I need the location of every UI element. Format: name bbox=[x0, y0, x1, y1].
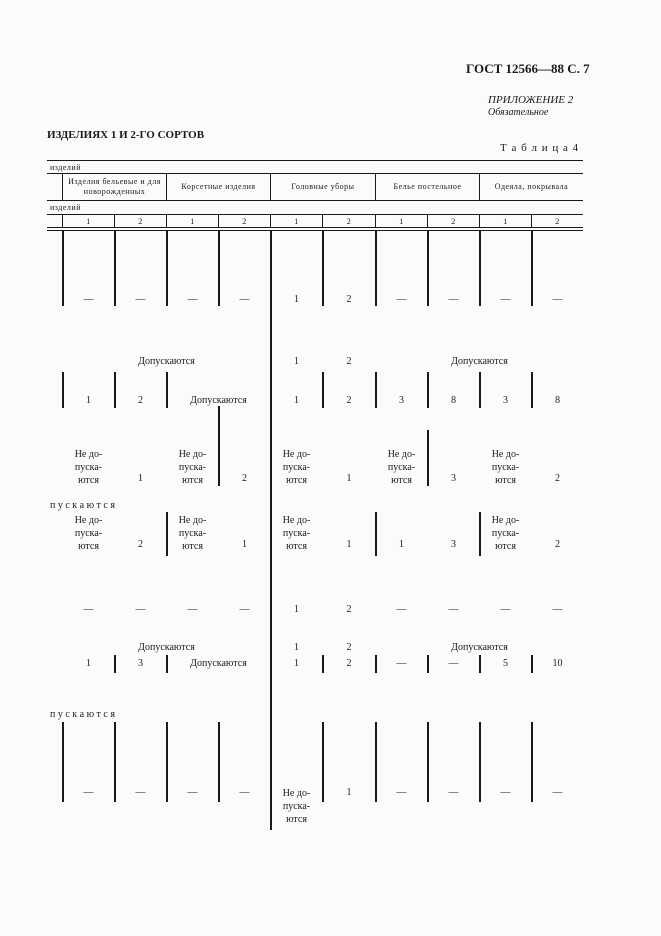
group-header: Одеяла, покрывала bbox=[494, 182, 569, 191]
cell: — bbox=[187, 787, 198, 798]
group-header: Изделия бельевые и для новорожденных bbox=[68, 177, 161, 196]
cell: 2 bbox=[138, 539, 143, 550]
cell: 1 bbox=[138, 473, 143, 484]
grade: 1 bbox=[86, 217, 91, 226]
cell-allowed: Допускаются bbox=[138, 642, 195, 653]
cell: — bbox=[500, 604, 511, 615]
cell: — bbox=[396, 658, 407, 669]
table-label: Т а б л и ц а 4 bbox=[500, 142, 580, 154]
cell: — bbox=[396, 294, 407, 305]
cell-allowed: Допускаются bbox=[190, 395, 247, 406]
cell: 2 bbox=[555, 539, 560, 550]
cell: — bbox=[396, 604, 407, 615]
cell: — bbox=[83, 294, 94, 305]
cell-not-allowed: Не до- пуска- ются bbox=[74, 515, 103, 552]
cell: 2 bbox=[346, 658, 352, 669]
cell-allowed: Допускаются bbox=[190, 658, 247, 669]
cell: — bbox=[135, 787, 146, 798]
grade: 2 bbox=[451, 217, 456, 226]
appendix-status: Обязательное bbox=[488, 107, 549, 118]
cell: — bbox=[187, 604, 198, 615]
grade: 2 bbox=[555, 217, 560, 226]
grade: 1 bbox=[503, 217, 508, 226]
cell: — bbox=[552, 294, 563, 305]
cell-not-allowed: Не до- пуска- ются bbox=[282, 515, 311, 552]
cell: 2 bbox=[346, 356, 352, 367]
grade: 1 bbox=[190, 217, 195, 226]
cell: 1 bbox=[242, 539, 247, 550]
cell: 3 bbox=[503, 395, 508, 406]
cell: 1 bbox=[346, 473, 352, 484]
cell: — bbox=[552, 787, 563, 798]
cell: — bbox=[500, 787, 511, 798]
cell: 10 bbox=[552, 658, 563, 669]
cell: 8 bbox=[555, 395, 560, 406]
cell: — bbox=[448, 604, 459, 615]
cell-not-allowed: Не до- пуска- ются bbox=[282, 788, 311, 825]
cell-not-allowed: Не до- пуска- ются bbox=[178, 515, 207, 552]
cell: 2 bbox=[346, 642, 352, 653]
cell-allowed: Допускаются bbox=[451, 642, 508, 653]
grade: 2 bbox=[346, 217, 352, 226]
grade: 1 bbox=[294, 217, 299, 226]
cell: 1 bbox=[399, 539, 404, 550]
gost-number: ГОСТ 12566—88 С. 7 bbox=[466, 61, 590, 76]
header-rule-1 bbox=[47, 173, 583, 174]
cell: — bbox=[135, 294, 146, 305]
cell: 1 bbox=[346, 787, 352, 798]
table-top-rule bbox=[47, 160, 583, 161]
cell: — bbox=[83, 787, 94, 798]
grade: 2 bbox=[138, 217, 143, 226]
cell: — bbox=[239, 294, 250, 305]
cell-allowed: Допускаются bbox=[451, 356, 508, 367]
cell: — bbox=[135, 604, 146, 615]
cell: 1 bbox=[294, 356, 299, 367]
cell: 1 bbox=[86, 395, 91, 406]
cell: 1 bbox=[86, 658, 91, 669]
group-header: Корсетные изделия bbox=[181, 182, 256, 191]
cell: — bbox=[239, 604, 250, 615]
cell: 3 bbox=[451, 473, 456, 484]
cell: 1 bbox=[294, 294, 299, 305]
cell-allowed: Допускаются bbox=[138, 356, 195, 367]
cell: — bbox=[83, 604, 94, 615]
cell-not-allowed: Не до- пуска- ются bbox=[178, 449, 207, 486]
cell: — bbox=[500, 294, 511, 305]
group-header: Головные уборы bbox=[291, 182, 355, 191]
cell: 1 bbox=[294, 642, 299, 653]
cell: 1 bbox=[294, 604, 299, 615]
header-rule-5 bbox=[47, 230, 583, 231]
cell: 1 bbox=[294, 658, 299, 669]
grade: 2 bbox=[242, 217, 247, 226]
cell: 3 bbox=[399, 395, 404, 406]
cell-not-allowed: Не до- пуска- ются bbox=[491, 515, 520, 552]
cell: 2 bbox=[138, 395, 143, 406]
cell: — bbox=[187, 294, 198, 305]
cell: 2 bbox=[346, 395, 352, 406]
group-header: Белье постельное bbox=[393, 182, 462, 191]
cell-not-allowed: Не до- пуска- ются bbox=[74, 449, 103, 486]
cell-not-allowed: Не до- пуска- ются bbox=[387, 449, 416, 486]
header-rule-2 bbox=[47, 200, 583, 201]
cell: 3 bbox=[138, 658, 143, 669]
cell-not-allowed: Не до- пуска- ются bbox=[282, 449, 311, 486]
cell: — bbox=[448, 787, 459, 798]
section-title: ИЗДЕЛИЯХ 1 И 2-ГО СОРТОВ bbox=[47, 129, 205, 141]
cell: — bbox=[448, 294, 459, 305]
cell: — bbox=[239, 787, 250, 798]
cell: 8 bbox=[451, 395, 456, 406]
cell: 1 bbox=[294, 395, 299, 406]
cell: 2 bbox=[346, 294, 352, 305]
cell: 3 bbox=[451, 539, 456, 550]
cell-not-allowed: Не до- пуска- ются bbox=[491, 449, 520, 486]
cell: 2 bbox=[242, 473, 247, 484]
cell: 2 bbox=[555, 473, 560, 484]
cell: 1 bbox=[346, 539, 352, 550]
grade: 1 bbox=[399, 217, 404, 226]
spaced-word: п у с к а ю т с я bbox=[50, 709, 115, 720]
cell: 2 bbox=[346, 604, 352, 615]
label-second: изделий bbox=[50, 203, 81, 212]
cell: 5 bbox=[503, 658, 508, 669]
cell: — bbox=[396, 787, 407, 798]
cell: — bbox=[448, 658, 459, 669]
header-rule-3 bbox=[47, 214, 583, 215]
cell: — bbox=[552, 604, 563, 615]
spaced-word: п у с к а ю т с я bbox=[50, 500, 115, 511]
appendix-title: ПРИЛОЖЕНИЕ 2 bbox=[488, 94, 574, 106]
label-top: изделий bbox=[50, 163, 81, 172]
